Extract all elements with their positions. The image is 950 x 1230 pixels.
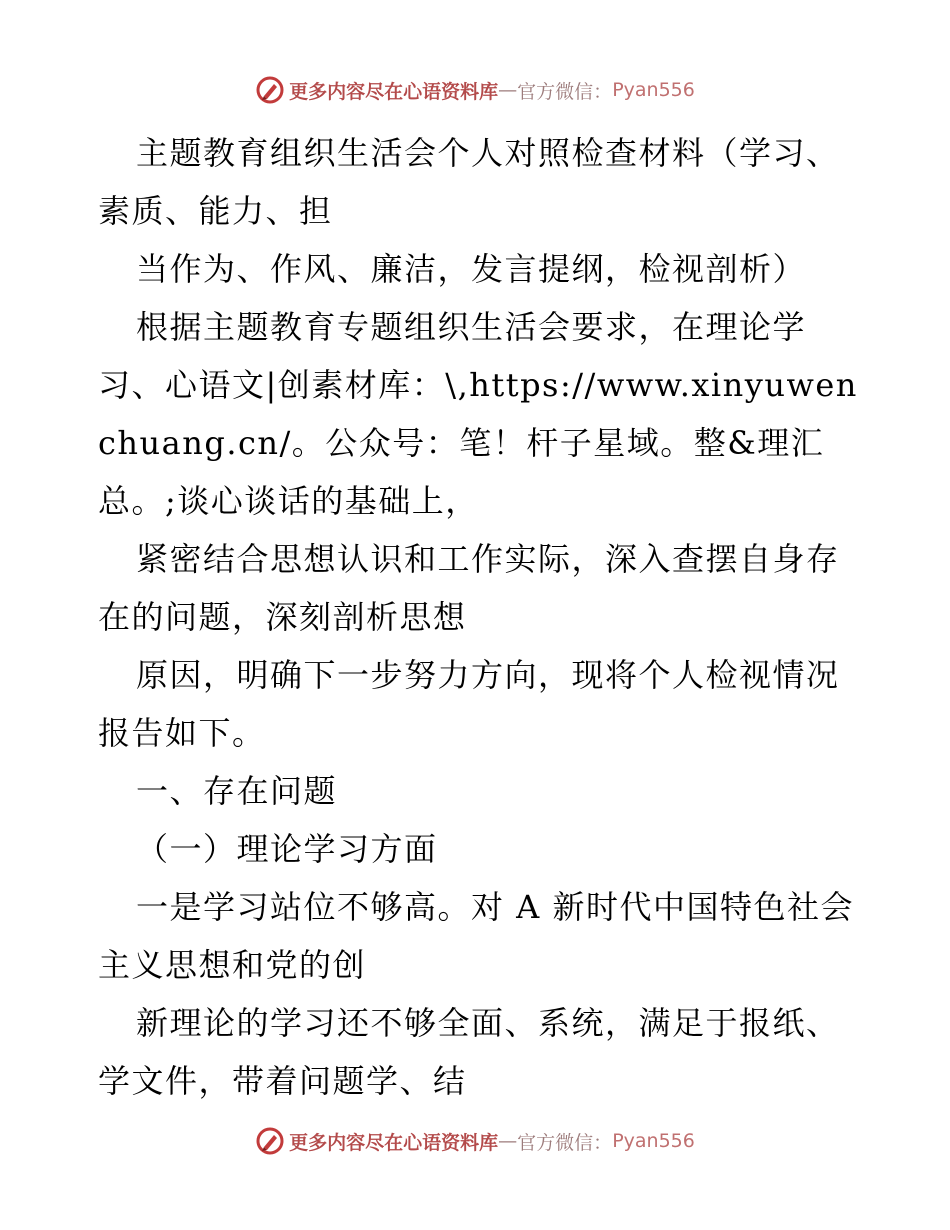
watermark-separator: —	[498, 1130, 518, 1152]
watermark-official-label: 官方微信：	[517, 1131, 613, 1154]
document-body	[98, 124, 858, 1110]
watermark-text: 更多内容尽在心语资料库	[289, 80, 499, 103]
paragraph-intro-3: 原因，明确下一步努力方向，现将个人检视情况报告如下。	[98, 656, 840, 752]
paragraph-title-2: 当作为、作风、廉洁，发言提纲，检视剖析）	[136, 250, 807, 288]
paragraph-intro-2: 紧密结合思想认识和工作实际，深入查摆自身存在的问题，深刻剖析思想	[98, 540, 840, 636]
pen-logo-icon	[255, 75, 285, 105]
pen-logo-icon	[255, 1126, 285, 1156]
paragraph-point-1: 一是学习站位不够高。对 A 新时代中国特色社会主义思想和党的创	[98, 888, 854, 984]
paragraph-intro: 根据主题教育专题组织生活会要求，在理论学习、心语文|创素材库：\,https://www.xinyuwenchuang.cn/。公众号：笔！杆子星域。整&理汇总。;谈心谈话的基础上，	[98, 308, 858, 520]
watermark-official-label: 官方微信：	[517, 80, 613, 103]
watermark-wechat-id: Pyan556	[612, 1130, 695, 1152]
watermark-banner-top	[0, 73, 950, 107]
watermark-separator: —	[498, 79, 518, 101]
subsection-heading: （一）理论学习方面	[136, 830, 438, 868]
paragraph-point-1-cont: 新理论的学习还不够全面、系统，满足于报纸、学文件，带着问题学、结	[98, 1004, 840, 1100]
watermark-text: 更多内容尽在心语资料库	[289, 1131, 499, 1154]
section-heading: 一、存在问题	[136, 772, 338, 810]
watermark-wechat-id: Pyan556	[612, 79, 695, 101]
paragraph-title-1: 主题教育组织生活会个人对照检查材料（学习、素质、能力、担	[98, 134, 840, 230]
watermark-banner-bottom	[0, 1124, 950, 1158]
